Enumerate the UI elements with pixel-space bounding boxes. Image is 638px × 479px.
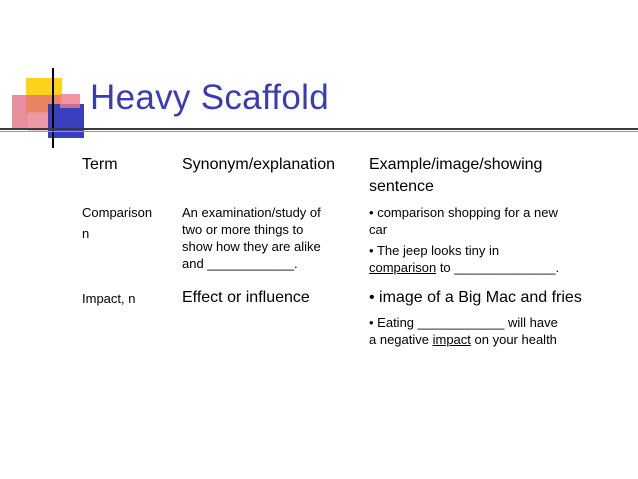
title-divider-line bbox=[0, 128, 638, 130]
example-bullet-1 bbox=[369, 204, 559, 221]
term-comparison bbox=[82, 204, 152, 242]
example-text: a negative bbox=[369, 332, 433, 347]
term-comparison-line2: n bbox=[82, 226, 90, 241]
title-divider-shadow bbox=[0, 131, 638, 132]
term-impact: Impact, n bbox=[82, 291, 136, 306]
bullet-icon: • bbox=[369, 243, 374, 258]
underlined-term: impact bbox=[432, 332, 471, 347]
synonym-line: An examination/study of bbox=[182, 205, 321, 220]
example-text: to ______________. bbox=[436, 260, 560, 275]
decorative-vertical-line bbox=[52, 68, 54, 148]
synonym-line: show how they are alike bbox=[182, 239, 321, 254]
example-impact bbox=[369, 288, 582, 348]
example-text: The jeep looks tiny in bbox=[376, 243, 500, 258]
example-text: on your health bbox=[470, 332, 557, 347]
slide-title: Heavy Scaffold bbox=[90, 78, 329, 117]
example-text: car bbox=[369, 222, 388, 237]
header-synonym: Synonym/explanation bbox=[182, 156, 335, 173]
header-example: Example/image/showing sentence bbox=[369, 156, 543, 195]
synonym-line: two or more things to bbox=[182, 222, 304, 237]
bullet-icon: • bbox=[369, 205, 374, 220]
header-term: Term bbox=[82, 156, 118, 173]
example-line bbox=[369, 331, 582, 348]
example-comparison bbox=[369, 204, 559, 276]
example-text: • Eating ____________ will have bbox=[369, 315, 558, 330]
example-bullet-2 bbox=[369, 242, 559, 259]
synonym-impact: Effect or influence bbox=[182, 289, 310, 306]
term-comparison-line1: Comparison bbox=[82, 205, 153, 220]
underlined-term: comparison bbox=[369, 260, 437, 275]
decorative-small-pink-square bbox=[60, 94, 80, 108]
example-text: comparison shopping for a new bbox=[377, 205, 558, 220]
example-text: • image of a Big Mac and fries bbox=[369, 289, 582, 306]
synonym-comparison bbox=[182, 204, 321, 272]
example-line bbox=[369, 259, 559, 276]
synonym-line: and ____________. bbox=[182, 256, 298, 271]
